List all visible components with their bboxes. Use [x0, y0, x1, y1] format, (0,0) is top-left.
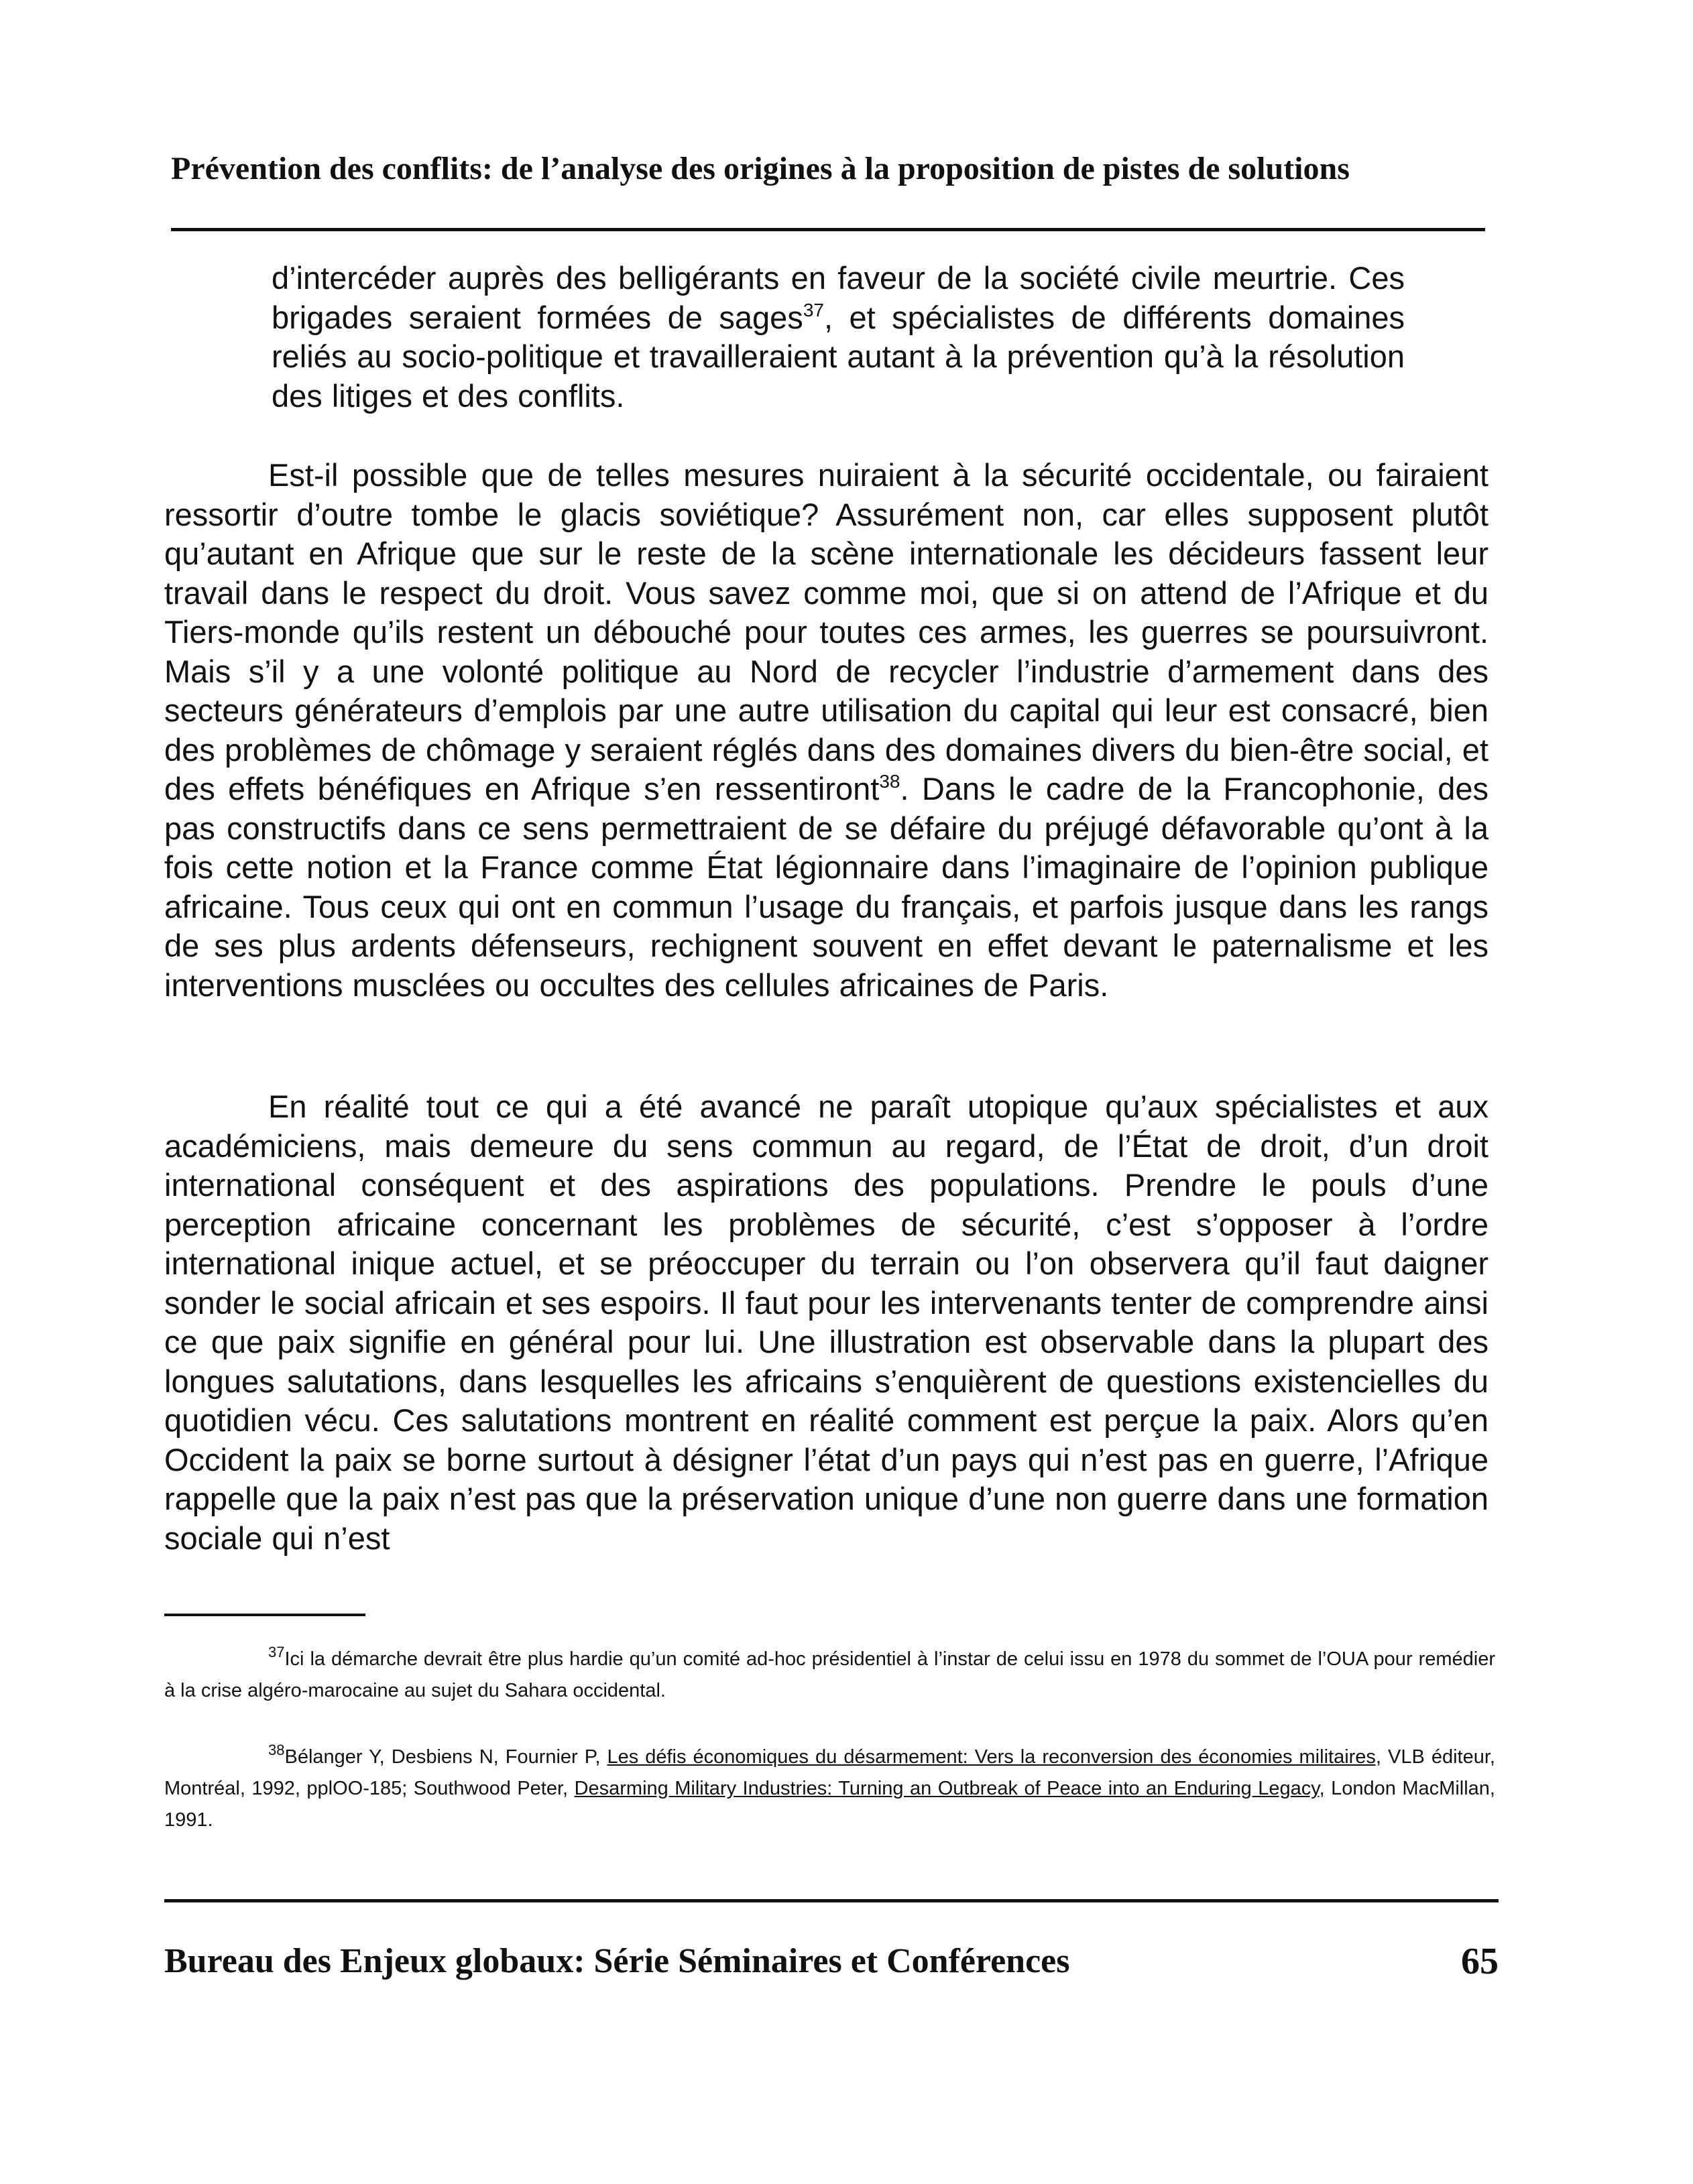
citation-title: Les défis économiques du désarmement: Vers la reconversion des économies militaires, [607, 1746, 1381, 1768]
footnote-publication: London MacMillan, 1991. [164, 1778, 1495, 1831]
footer-rule [164, 1899, 1499, 1902]
paragraph-2: En réalité tout ce qui a été avancé ne paraît utopique qu’aux spécialistes et aux académiciens, mais demeure du sens commun au regard, de l’État de droit, d’un droit international conséquent et des aspirations des populations. Prendre le pouls d’une perception africaine concernant les problèmes de sécurité, c’est s’opposer à l’ordre international inique actuel, et se préoccuper du terrain ou l’on observera qu’il faut daigner sonder le social africain et ses espoirs. Il faut pour les intervenants tenter de comprendre ainsi ce que paix signifie en général pour lui. Une illustration est observable dans la plupart des longues salutations, dans lesquelles les africains s’enquièrent de questions existencielles du quotidien vécu. Ces salutations montrent en réalité comment est perçue la paix. Alors qu’en Occident la paix se borne surtout à désigner l’état d’un pays qui n’est pas en guerre, l’Afrique rappelle que la paix n’est pas que la préservation unique d’une non guerre dans une formation sociale qui n’est [164, 1089, 1488, 1556]
footnote-37 [164, 1644, 1495, 1707]
footnote-38 [164, 1742, 1495, 1836]
footnote-ref-37: 37 [803, 299, 824, 320]
page-number: 65 [1461, 1941, 1499, 1982]
footnote-number: 37 [268, 1644, 285, 1660]
paragraph-text: . Dans le cadre de la Francophonie, des pas constructifs dans ce sens permettraient de se défaire du préjugé défavorable qu’ont à la fois cette notion et la France comme État légionnaire dans l’imaginaire de l’opinion publique africaine. Tous ceux qui ont en commun l’usage du français, et parfois jusque dans les rangs de ses plus ardents défenseurs, rechignent souvent en effet devant le paternalisme et les interventions musclées ou occultes des cellules africaines de Paris. [164, 771, 1488, 1003]
footnote-separator [164, 1614, 365, 1616]
footnote-text: Ici la démarche devrait être plus hardie qu’un comité ad-hoc présidentiel à l’instar de celui issu en 1978 du sommet de l’OUA pour remédier à la crise algéro-marocaine au sujet du Sahara occidental. [164, 1648, 1495, 1701]
running-footer: Bureau des Enjeux globaux: Série Séminaires et Conférences [164, 1942, 1070, 1980]
paragraph-text: , et spécialistes de différents domaines reliés au socio-politique et travailleraient autant à la prévention qu’à la résolution des litiges et des conflits. [272, 299, 1405, 414]
footnote-publication: VLB éditeur, Montréal, 1992, pplOO-185; Southwood Peter, [164, 1746, 1495, 1799]
footnote-ref-38: 38 [879, 771, 900, 792]
paragraph-1 [164, 456, 1488, 1005]
paragraph-text: Est-il possible que de telles mesures nuiraient à la sécurité occidentale, ou fairaient ressortir d’outre tombe le glacis soviétique? Assurément non, car elles supposent plutôt qu’autant en Afrique que sur le reste de la scène internationale les décideurs fassent leur travail dans le respect du droit. Vous savez comme moi, que si on attend de l’Afrique et du Tiers-monde qu’ils restent un débouché pour toutes ces armes, les guerres se poursuivront. Mais s’il y a une volonté politique au Nord de recycler l’industrie d’armement dans des secteurs générateurs d’emplois par une autre utilisation du capital qui leur est consacré, bien des problèmes de chômage y seraient réglés dans des domaines divers du bien-être social, et des effets bénéfiques en Afrique s’en ressentiront [164, 457, 1488, 806]
running-header: Prévention des conflits: de l’analyse des origines à la proposition de pistes de solutions [171, 151, 1350, 186]
header-rule [171, 228, 1485, 231]
footnote-authors: Bélanger Y, Desbiens N, Fournier P, [284, 1746, 607, 1768]
citation-title: Desarming Military Industries: Turning an Outbreak of Peace into an Enduring Legacy, [574, 1778, 1325, 1799]
continued-paragraph [272, 259, 1405, 416]
paragraph-text: d’intercéder auprès des belligérants en faveur de la société civile meurtrie. Ces brigades seraient formées de sages [272, 260, 1405, 335]
footnote-number: 38 [268, 1742, 285, 1758]
